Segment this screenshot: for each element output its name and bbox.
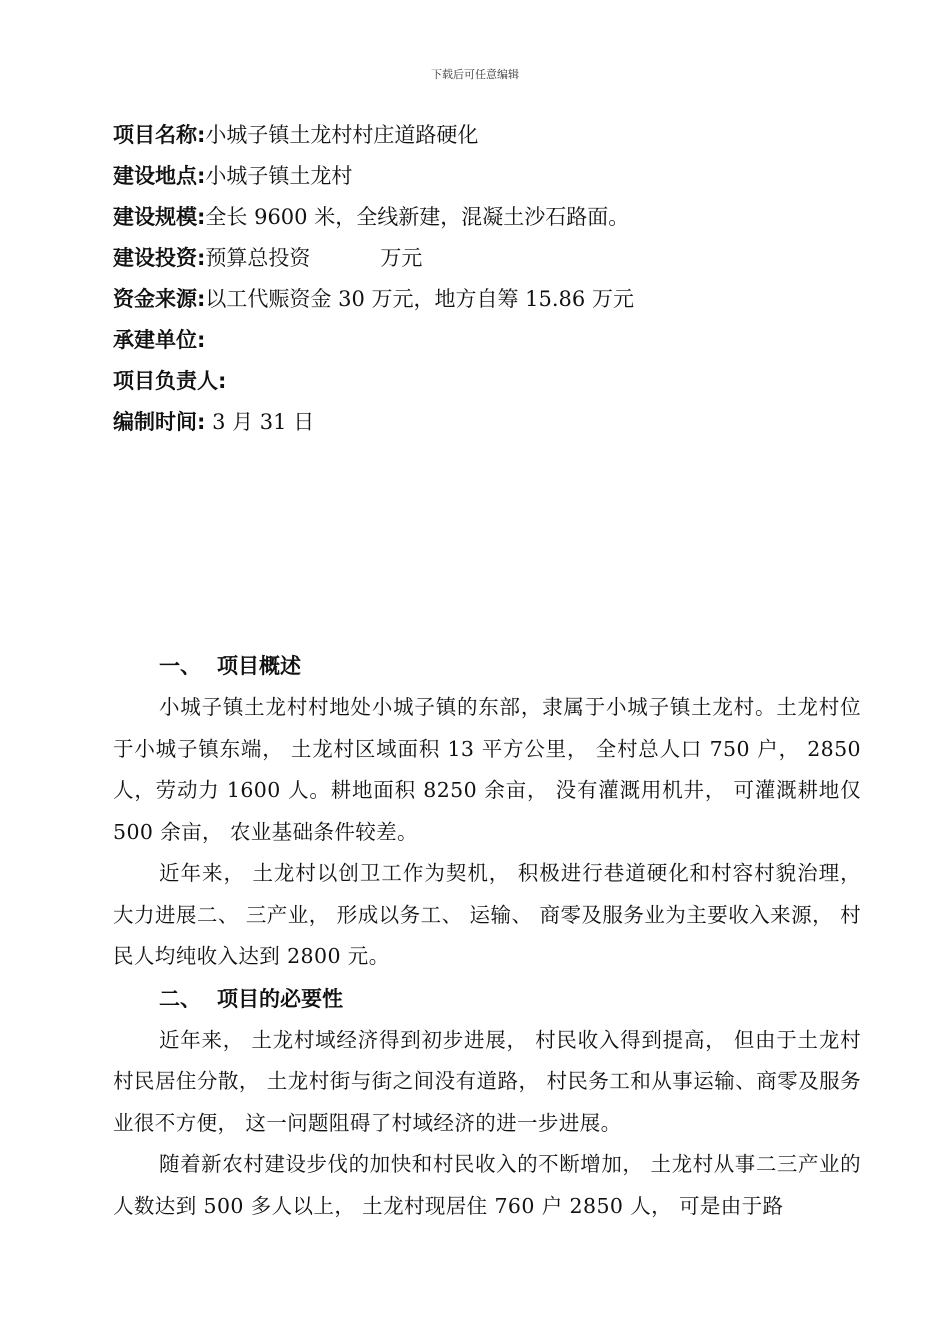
paragraph: 小城子镇土龙村村地处小城子镇的东部，隶属于小城子镇土龙村。土龙村位于小城子镇东端， 土龙村区域面积 13 平方公里， 全村总人口 750 户， 2850 人，劳动力 1600 人。耕地面积 8250 余亩， 没有灌溉用机井， 可灌溉耕地仅 500 余亩， 农业基础条件较差。 — [113, 695, 861, 844]
info-value: 小城子镇土龙村村庄道路硬化 — [205, 123, 479, 147]
info-row-location — [113, 157, 873, 198]
info-row-date — [113, 403, 873, 444]
info-label: 建设地点: — [113, 164, 206, 188]
header-note: 下载后可任意编辑 — [431, 68, 519, 81]
info-label: 承建单位: — [113, 328, 206, 352]
info-row-manager — [113, 362, 873, 403]
section-number: 二、 — [159, 986, 201, 1011]
info-label: 资金来源: — [113, 287, 206, 311]
info-value: 预算总投资 — [205, 246, 311, 270]
project-info-block — [113, 116, 873, 444]
section-title: 项目的必要性 — [217, 986, 343, 1011]
paragraph: 近年来， 土龙村域经济得到初步进展， 村民收入得到提高， 但由于土龙村村民居住分散， 土龙村街与街之间没有道路， 村民务工和从事运输、商零及服务业很不方便， 这一问题阻碍了村域经济的进一步进展。 — [113, 1027, 861, 1135]
info-row-investment — [113, 239, 873, 280]
document-body — [113, 645, 861, 1227]
info-value: 全长 9600 米，全线新建，混凝土沙石路面。 — [205, 205, 630, 229]
info-value-unit: 万元 — [380, 246, 423, 270]
section-title: 项目概述 — [217, 654, 301, 678]
info-value: 3 月 31 日 — [205, 410, 315, 434]
info-row-contractor — [113, 321, 873, 362]
info-label: 建设投资: — [113, 246, 206, 270]
section-heading-overview — [113, 645, 861, 687]
paragraph: 随着新农村建设步伐的加快和村民收入的不断增加， 土龙村从事二三产业的人数达到 500 多人以上， 土龙村现居住 760 户 2850 人， 可是由于路 — [113, 1152, 861, 1218]
section-heading-necessity — [113, 978, 861, 1020]
info-row-project-name — [113, 116, 873, 157]
info-row-funding — [113, 280, 873, 321]
info-label: 项目名称: — [113, 123, 206, 147]
section-number: 一、 — [159, 654, 201, 678]
info-label: 编制时间: — [113, 410, 206, 434]
info-value: 小城子镇土龙村 — [205, 164, 353, 188]
info-value: 以工代赈资金 30 万元，地方自筹 15.86 万元 — [205, 287, 634, 311]
info-label: 项目负责人: — [113, 369, 227, 393]
paragraph: 近年来， 土龙村以创卫工作为契机， 积极进行巷道硬化和村容村貌治理， 大力进展二、 三产业， 形成以务工、 运输、 商零及服务业为主要收入来源， 村民人均纯收入达到 2800 元。 — [113, 861, 861, 968]
info-label: 建设规模: — [113, 205, 206, 229]
info-row-scale — [113, 198, 873, 239]
